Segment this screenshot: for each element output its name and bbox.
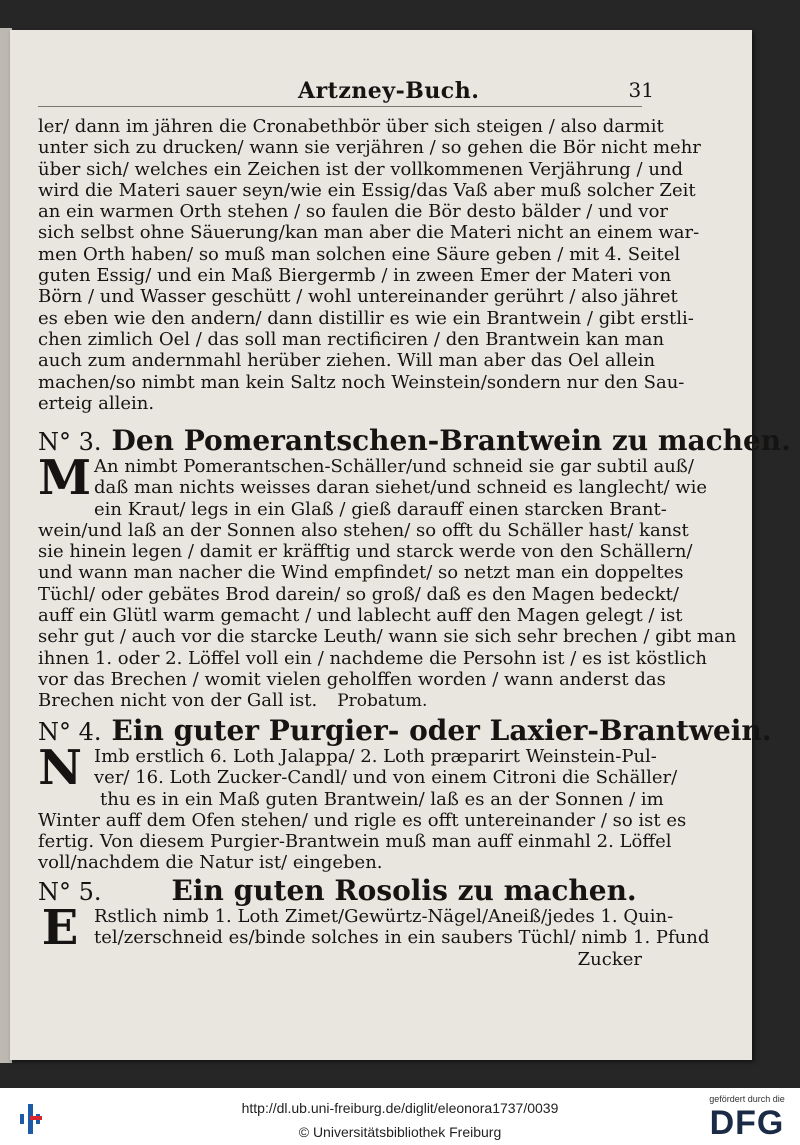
text-line: sich selbst ohne Säuerung/kan man aber die Materi nicht an einem war-	[38, 222, 700, 244]
footer-bar	[0, 1088, 800, 1145]
text-line: sehr gut / auch vor die starcke Leuth/ wann sie sich sehr brechen / gibt man	[38, 626, 737, 648]
text-line: an ein warmen Orth stehen / so faulen die Bör desto bälder / und vor	[38, 201, 669, 223]
head-rule	[38, 106, 642, 107]
text-line: auff ein Glütl warm gemacht / und lablecht auff den Magen gelegt / ist	[38, 605, 683, 627]
dropcap-letter: M	[38, 450, 92, 506]
text-line: machen/so nimbt man kein Saltz noch Weinstein/sondern nur den Sau-	[38, 371, 685, 393]
text-line: auch zum andernmahl herüber ziehen. Will man aber das Oel allein	[38, 350, 656, 372]
text-line: voll/nachdem die Natur ist/ eingeben.	[38, 852, 383, 874]
dfg-logo	[704, 1094, 790, 1142]
dropcap-letter: N	[38, 740, 82, 796]
intro-paragraph	[38, 116, 701, 414]
text-line: ihnen 1. oder 2. Löffel voll ein / nachdeme die Persohn ist / es ist köstlich	[38, 647, 708, 669]
section-paragraph	[38, 900, 710, 970]
section-title: Ein guter Purgier- oder Laxier-Brantwein.	[111, 714, 772, 747]
section-heading	[38, 874, 637, 907]
dropcap-letter: E	[41, 900, 79, 956]
text-line: Rstlich nimb 1. Loth Zimet/Gewürtz-Nägel/Aneiß/jedes 1. Quin-	[94, 906, 674, 927]
text-line: fertig. Von diesem Purgier-Brantwein muß man auff einmahl 2. Löffel	[38, 831, 672, 853]
copyright-text: © Universitätsbibliothek Freiburg	[298, 1124, 502, 1140]
section-paragraph	[38, 740, 687, 874]
text-line: wird die Materi sauer seyn/wie ein Essig/das Vaß aber muß solcher Zeit	[38, 179, 696, 201]
text-line: Börn / und Wasser geschütt / wohl untereinander gerührt / also jähret	[38, 286, 678, 308]
book-page	[10, 30, 791, 1060]
text-line: vor das Brechen / womit vielen geholffen worden / wann anderst das	[38, 668, 666, 690]
text-line: erteig allein.	[38, 392, 155, 414]
text-line: Imb erstlich 6. Loth Jalappa/ 2. Loth præparirt Weinstein-Pul-	[94, 746, 657, 767]
text-line: An nimbt Pomerantschen-Schäller/und schneid sie gar subtil auß/	[94, 456, 694, 477]
text-line: über sich/ welches ein Zeichen ist der vollkommenen Verjährung / und	[38, 158, 684, 180]
text-line: tel/zerschneid es/binde solches in ein saubers Tüchl/ nimb 1. Pfund	[94, 927, 710, 949]
text-line: und wann man nacher die Wind empfindet/ so netzt man ein doppeltes	[38, 562, 684, 584]
dfg-funding-text: gefördert durch die	[709, 1094, 785, 1104]
catchword: Zucker	[577, 948, 642, 970]
text-line: men Orth haben/ so muß man solchen eine Säure geben / mit 4. Seitel	[38, 243, 681, 265]
page-number: 31	[628, 78, 654, 102]
section-paragraph	[38, 450, 737, 712]
text-line: thu es in ein Maß guten Brantwein/ laß es an der Sonnen / im	[100, 788, 664, 810]
text-line: ein Kraut/ legs in ein Glaß / gieß darauff einen starcken Brant-	[94, 498, 667, 520]
text-line: ler/ dann im jähren die Cronabethbör über sich steigen / also darmit	[38, 116, 664, 137]
section-heading	[38, 424, 791, 457]
text-line: guten Essig/ und ein Maß Biergermb / in zween Emer der Materi von	[38, 265, 672, 287]
text-line: wein/und laß an der Sonnen also stehen/ so offt du Schäller hast/ kanst	[38, 519, 689, 541]
text-line: Winter auff dem Ofen stehen/ und rigle es offt untereinander / so ist es	[38, 809, 687, 831]
running-title: Artzney-Buch.	[298, 78, 480, 104]
text-line: unter sich zu drucken/ wann sie verjähren / so gehen die Bör nicht mehr	[38, 137, 701, 159]
section-number: N° 5.	[38, 878, 102, 906]
text-line-content: Brechen nicht von der Gall ist.	[38, 690, 318, 712]
text-line: es eben wie den andern/ dann distillir es wie ein Brantwein / gibt erstli-	[38, 307, 694, 329]
section-number: N° 4.	[38, 718, 102, 746]
source-url-link[interactable]: http://dl.ub.uni-freiburg.de/diglit/eleonora1737/0039	[241, 1100, 559, 1116]
running-head	[38, 78, 654, 108]
text-line	[38, 690, 642, 711]
text-line: Tüchl/ oder gebätes Brod darein/ so groß/ daß es den Magen bedeckt/	[38, 583, 679, 605]
section-title: Ein guten Rosolis zu machen.	[171, 874, 637, 907]
probatum-note: Probatum.	[337, 691, 428, 712]
text-line: chen zimlich Oel / das soll man rectificiren / den Brantwein kan man	[38, 328, 665, 350]
section-title: Den Pomerantschen-Brantwein zu machen.	[111, 424, 791, 457]
text-line: sie hinein legen / damit er kräfftig und starck werde von den Schällern/	[38, 541, 693, 563]
text-line: daß man nichts weisses daran siehet/und schneid es langlecht/ wie	[94, 477, 708, 499]
section-heading	[38, 714, 772, 747]
section-number: N° 3.	[38, 428, 102, 456]
text-line: ver/ 16. Loth Zucker-Candl/ und von einem Citroni die Schäller/	[94, 767, 678, 789]
dfg-wordmark: DFG	[709, 1104, 785, 1142]
